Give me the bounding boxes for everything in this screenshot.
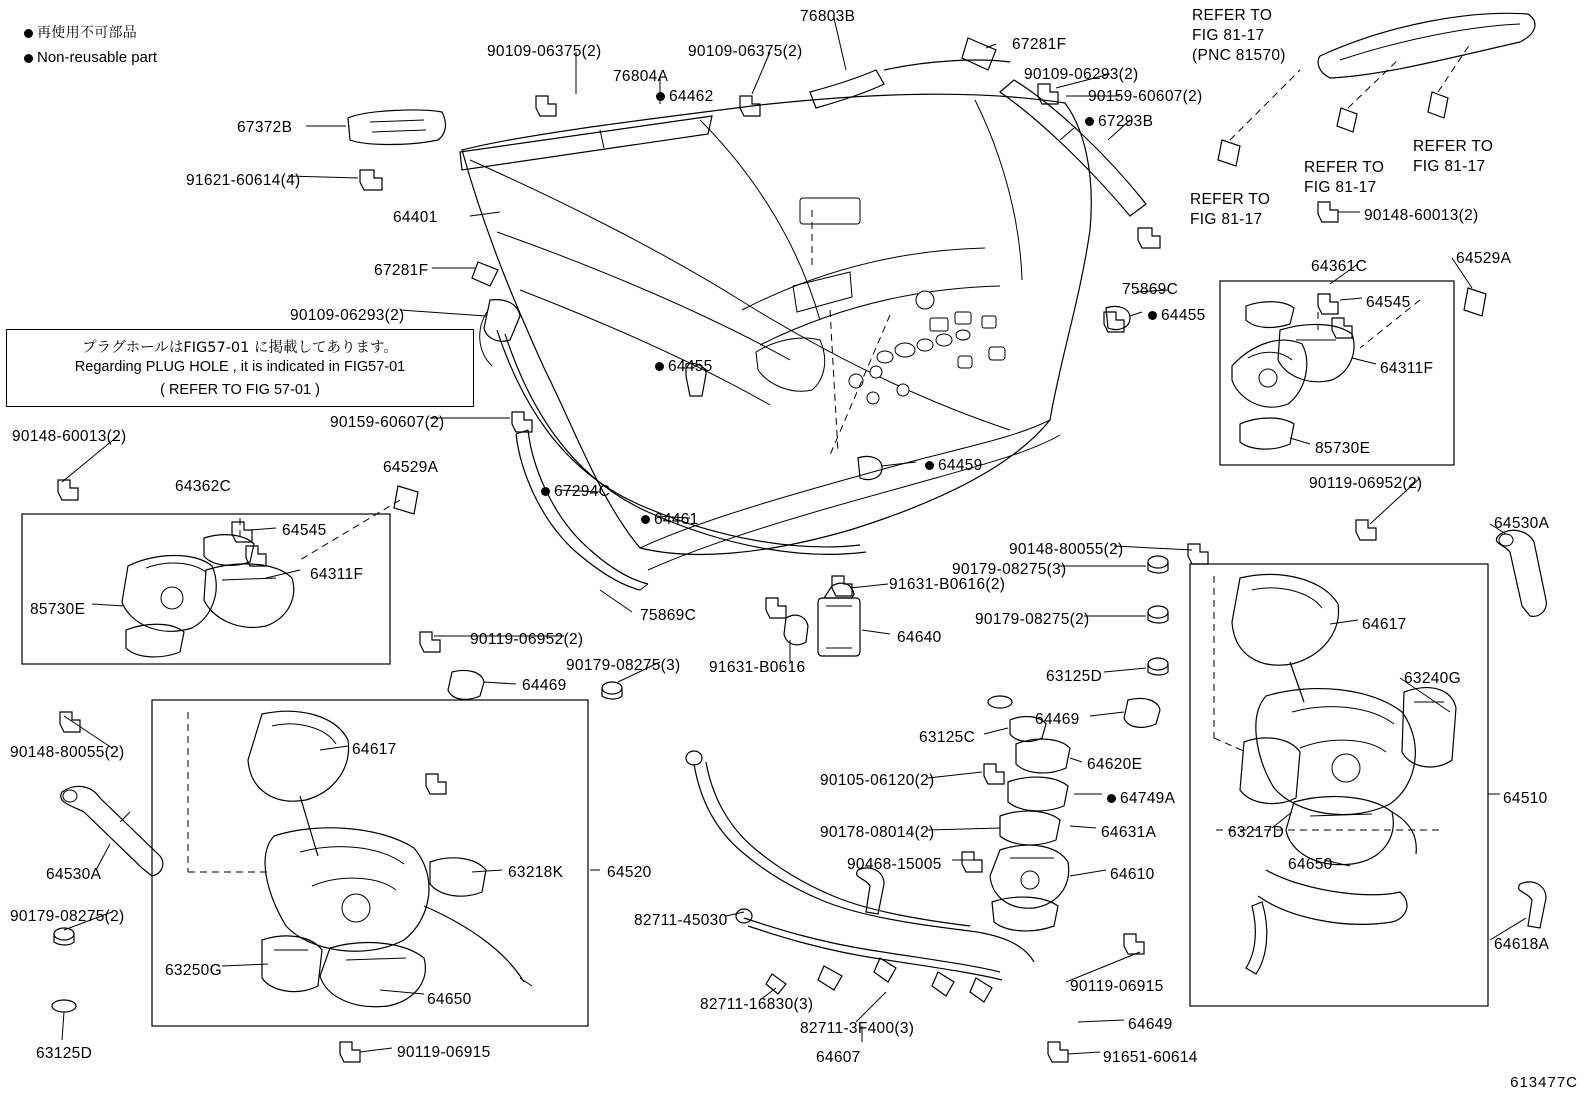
callout-text: 64459	[938, 457, 983, 474]
callout-82711-3f400-3-	[800, 1020, 914, 1038]
callout-text: 64510	[1503, 790, 1548, 807]
callout-90148-80055-2-	[10, 744, 125, 762]
callout-text: 64469	[522, 677, 567, 694]
callout-67372b	[237, 119, 292, 137]
callout-90148-60013-2-	[12, 428, 127, 446]
filled-circle-icon	[656, 92, 665, 101]
callout-text: 82711-16830(3)	[700, 996, 814, 1013]
callout-text: 90148-80055(2)	[10, 744, 125, 761]
callout-text: 90179-08275(3)	[566, 657, 681, 674]
callout-82711-16830-3-	[700, 996, 813, 1014]
callout-76804a	[613, 68, 668, 86]
callout-64650	[1288, 856, 1333, 874]
callout-64618a	[1494, 936, 1549, 954]
refer-to-line: FIG 81-17	[1304, 178, 1377, 196]
callout-64749a	[1107, 790, 1175, 808]
callout-text: 64640	[897, 629, 942, 646]
callout-text: 90148-60013(2)	[12, 428, 127, 445]
callout-text: 67293B	[1098, 113, 1154, 130]
callout-90179-08275-2-	[975, 611, 1090, 629]
refer-to-line: FIG 81-17	[1192, 26, 1265, 44]
callout-64530a	[1494, 515, 1549, 533]
callout-64469	[522, 677, 567, 695]
callout-text: 64361C	[1311, 258, 1368, 275]
callout-64529a	[1456, 250, 1511, 268]
callout-90119-06952-2-	[470, 631, 583, 649]
callout-text: 90109-06375(2)	[487, 43, 602, 60]
callout-63217d	[1228, 824, 1284, 842]
callout-text: 82711-45030	[634, 912, 728, 929]
filled-circle-icon	[925, 461, 934, 470]
callout-90119-06952-2-	[1309, 475, 1422, 493]
callout-64617	[352, 741, 397, 759]
callout-63125c	[919, 729, 975, 747]
callout-text: 90178-08014(2)	[820, 824, 935, 841]
callout-text: 67294C	[554, 483, 611, 500]
callout-64607	[816, 1049, 861, 1067]
callout-76803b	[800, 8, 855, 26]
callout-text: 90148-80055(2)	[1009, 541, 1124, 558]
callout-text: 64462	[669, 88, 714, 105]
callout-90178-08014-2-	[820, 824, 935, 842]
legend-item-0	[24, 22, 157, 42]
callout-text: 85730E	[30, 601, 86, 618]
callout-text: 64530A	[1494, 515, 1550, 532]
refer-to-block	[1304, 158, 1384, 198]
callout-64459	[925, 457, 983, 475]
callout-text: 64362C	[175, 478, 232, 495]
figure-number: 613477C	[1510, 1074, 1578, 1091]
callout-text: 64529A	[1456, 250, 1512, 267]
filled-circle-icon	[24, 54, 33, 63]
callout-90159-60607-2-	[330, 414, 445, 432]
callout-63218k	[508, 864, 563, 882]
callout-90109-06375-2-	[688, 43, 803, 61]
callout-64362c	[175, 478, 231, 496]
callout-text: 63250G	[165, 962, 222, 979]
refer-to-line: REFER TO	[1192, 7, 1273, 24]
callout-82711-45030	[634, 912, 728, 930]
callout-text: 90109-06293(2)	[290, 307, 405, 324]
refer-to-line: REFER TO	[1190, 191, 1271, 208]
legend-item-1	[24, 49, 157, 66]
callout-64649	[1128, 1016, 1173, 1034]
callout-text: 64620E	[1087, 756, 1143, 773]
callout-text: 90179-08275(2)	[975, 611, 1090, 628]
filled-circle-icon	[1107, 794, 1116, 803]
callout-text: 64545	[282, 522, 327, 539]
callout-text: 90159-60607(2)	[330, 414, 445, 431]
callout-64650	[427, 991, 472, 1009]
callout-64529a	[383, 459, 438, 477]
callout-text: 64311F	[1380, 360, 1434, 377]
callout-text: 63125C	[919, 729, 976, 746]
filled-circle-icon	[641, 515, 650, 524]
callout-text: 76804A	[613, 68, 669, 85]
callout-90179-08275-3-	[566, 657, 681, 675]
callout-64311f	[1380, 360, 1433, 378]
callout-63240g	[1404, 670, 1461, 688]
legend-label-en: Non-reusable part	[37, 49, 158, 66]
callout-text: 63240G	[1404, 670, 1461, 687]
callout-text: 90468-15005	[847, 856, 942, 873]
callout-64520	[607, 864, 652, 882]
plug-hole-note	[6, 329, 474, 407]
legend-label-jp: 再使用不可部品	[37, 25, 138, 41]
callout-text: 91651-60614	[1103, 1049, 1198, 1066]
callout-63125d	[1046, 668, 1102, 686]
callout-text: 64631A	[1101, 824, 1157, 841]
callout-text: 75869C	[1122, 281, 1179, 298]
refer-to-line: (PNC 81570)	[1192, 46, 1286, 64]
callout-text: 67281F	[374, 262, 429, 279]
note-line-ref: ( REFER TO FIG 57-01 )	[160, 382, 320, 398]
callout-text: 91621-60614(4)	[186, 172, 301, 189]
callout-64631a	[1101, 824, 1156, 842]
refer-to-block	[1190, 190, 1270, 230]
callout-90159-60607-2-	[1088, 88, 1203, 106]
callout-64610	[1110, 866, 1155, 884]
callout-64361c	[1311, 258, 1367, 276]
callout-63125d	[36, 1045, 92, 1063]
note-line-jp: プラグホールはFIG57-01 に掲載してあります。	[82, 340, 398, 356]
callout-90468-15005	[847, 856, 942, 874]
legend	[24, 22, 157, 73]
callout-67281f	[1012, 36, 1066, 54]
callout-90119-06915	[397, 1044, 491, 1062]
callout-text: 67281F	[1012, 36, 1067, 53]
callout-text: 63217D	[1228, 824, 1285, 841]
callout-67281f	[374, 262, 428, 280]
refer-to-line: REFER TO	[1413, 138, 1494, 155]
callout-text: 75869C	[640, 607, 697, 624]
callout-text: 90119-06952(2)	[1309, 475, 1423, 492]
callout-text: 64650	[1288, 856, 1333, 873]
callout-text: 64607	[816, 1049, 861, 1066]
callout-75869c	[1122, 281, 1178, 299]
callout-text: 64650	[427, 991, 472, 1008]
filled-circle-icon	[24, 29, 33, 38]
callout-85730e	[1315, 440, 1370, 458]
callout-64455	[655, 358, 713, 376]
filled-circle-icon	[1148, 311, 1157, 320]
callout-64620e	[1087, 756, 1142, 774]
filled-circle-icon	[655, 362, 664, 371]
callout-text: 90179-08275(2)	[10, 908, 125, 925]
callout-text: 64749A	[1120, 790, 1176, 807]
callout-text: 64311F	[310, 566, 364, 583]
callout-text: 90119-06952(2)	[470, 631, 584, 648]
callout-text: 90109-06293(2)	[1024, 66, 1139, 83]
callout-90148-80055-2-	[1009, 541, 1124, 559]
callout-67293b	[1085, 113, 1153, 131]
refer-to-line: REFER TO	[1304, 159, 1385, 176]
callout-64455	[1148, 307, 1206, 325]
refer-to-line: FIG 81-17	[1190, 210, 1263, 228]
callout-text: 90159-60607(2)	[1088, 88, 1203, 105]
callout-64462	[656, 88, 714, 106]
callout-64617	[1362, 616, 1407, 634]
callout-text: 64610	[1110, 866, 1155, 883]
callout-90179-08275-2-	[10, 908, 125, 926]
callout-text: 64461	[654, 511, 699, 528]
callout-90109-06293-2-	[1024, 66, 1139, 84]
callout-64545	[282, 522, 327, 540]
callout-text: 90119-06915	[1070, 978, 1164, 995]
callout-64311f	[310, 566, 363, 584]
callout-text: 63218K	[508, 864, 564, 881]
callout-text: 76803B	[800, 8, 856, 25]
callout-75869c	[640, 607, 696, 625]
note-line-en: Regarding PLUG HOLE , it is indicated in FIG57-01	[74, 359, 406, 375]
callout-text: 63125D	[36, 1045, 93, 1062]
callout-90105-06120-2-	[820, 772, 935, 790]
callout-text: 64617	[1362, 616, 1407, 633]
callout-text: 90109-06375(2)	[688, 43, 803, 60]
callout-text: 90179-08275(3)	[952, 561, 1067, 578]
callout-text: 64455	[668, 358, 713, 375]
callout-text: 90105-06120(2)	[820, 772, 935, 789]
callout-90179-08275-3-	[952, 561, 1067, 579]
callout-90109-06293-2-	[290, 307, 405, 325]
callout-text: 90148-60013(2)	[1364, 207, 1479, 224]
callout-90119-06915	[1070, 978, 1164, 996]
callout-text: 64530A	[46, 866, 102, 883]
callout-64401	[393, 209, 438, 227]
callout-64530a	[46, 866, 101, 884]
filled-circle-icon	[541, 487, 550, 496]
callout-text: 64649	[1128, 1016, 1173, 1033]
callout-text: 63125D	[1046, 668, 1103, 685]
callout-text: 82711-3F400(3)	[800, 1020, 915, 1037]
callout-91631-b0616	[709, 659, 805, 677]
callout-text: 64617	[352, 741, 397, 758]
callout-text: 64469	[1035, 711, 1080, 728]
callout-90109-06375-2-	[487, 43, 602, 61]
callout-text: 64545	[1366, 294, 1411, 311]
callout-text: 64401	[393, 209, 438, 226]
callout-85730e	[30, 601, 85, 619]
callout-text: 90119-06915	[397, 1044, 491, 1061]
callout-text: 64529A	[383, 459, 439, 476]
callout-67294c	[541, 483, 610, 501]
callout-text: 64520	[607, 864, 652, 881]
callout-text: 85730E	[1315, 440, 1371, 457]
callout-64640	[897, 629, 942, 647]
callout-64510	[1503, 790, 1548, 808]
callout-text: 67372B	[237, 119, 293, 136]
callout-64545	[1366, 294, 1411, 312]
callout-text: 64618A	[1494, 936, 1550, 953]
callout-text: 91631-B0616	[709, 659, 806, 676]
filled-circle-icon	[1085, 117, 1094, 126]
refer-to-block	[1413, 137, 1493, 177]
callout-text: 91631-B0616(2)	[889, 576, 1006, 593]
callout-91621-60614-4-	[186, 172, 301, 190]
callout-64461	[641, 511, 699, 529]
callout-64469	[1035, 711, 1080, 729]
callout-90148-60013-2-	[1364, 207, 1479, 225]
refer-to-block	[1192, 6, 1286, 65]
callout-text: 64455	[1161, 307, 1206, 324]
callout-91651-60614	[1103, 1049, 1198, 1067]
refer-to-line: FIG 81-17	[1413, 157, 1486, 175]
callout-63250g	[165, 962, 222, 980]
